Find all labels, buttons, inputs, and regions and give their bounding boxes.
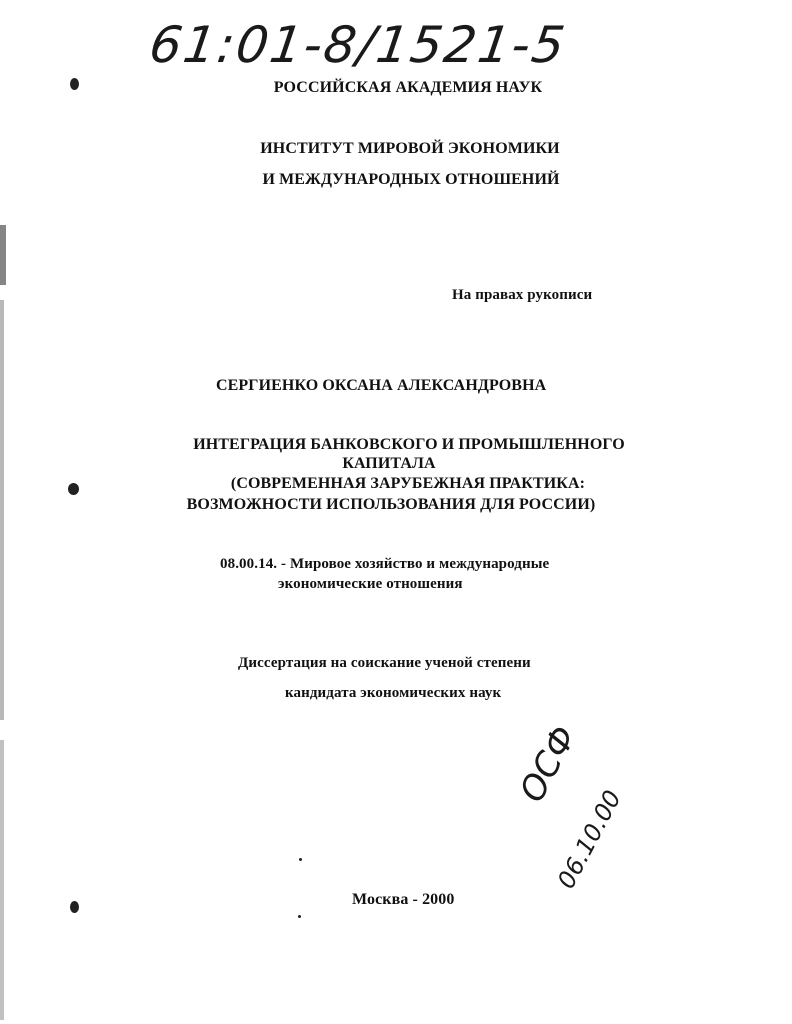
dust-speck: [298, 915, 301, 918]
dissertation-title-line-4: ВОЗМОЖНОСТИ ИСПОЛЬЗОВАНИЯ ДЛЯ РОССИИ): [186, 496, 596, 513]
dust-speck: [299, 858, 302, 861]
institute-line-2: И МЕЖДУНАРОДНЫХ ОТНОШЕНИЙ: [262, 171, 560, 188]
institute-line-1: ИНСТИТУТ МИРОВОЙ ЭКОНОМИКИ: [260, 140, 560, 157]
dissertation-title-line-3: (СОВРЕМЕННАЯ ЗАРУБЕЖНАЯ ПРАКТИКА:: [230, 475, 586, 492]
dissertation-title-line-2: КАПИТАЛА: [342, 455, 436, 472]
scan-edge-mark: [0, 225, 6, 285]
degree-line-1: Диссертация на соискание ученой степени: [238, 655, 531, 671]
author-name: СЕРГИЕНКО ОКСАНА АЛЕКСАНДРОВНА: [216, 377, 547, 394]
academy-name: РОССИЙСКАЯ АКАДЕМИЯ НАУК: [273, 79, 543, 96]
degree-line-2: кандидата экономических наук: [285, 685, 502, 701]
city-year: Москва - 2000: [352, 891, 455, 908]
stamp-line-2: 06.10.00: [552, 785, 627, 894]
binding-hole-mark: [70, 901, 79, 913]
handwritten-date: [552, 786, 627, 894]
scan-edge-mark: [0, 740, 4, 1020]
handwritten-stamp: [512, 720, 585, 809]
dissertation-title-line-1: ИНТЕГРАЦИЯ БАНКОВСКОГО И ПРОМЫШЛЕННОГО: [193, 436, 625, 453]
archive-number: 61:01-8/1521-5: [145, 16, 570, 74]
specialty-line-2: экономические отношения: [278, 576, 463, 592]
stamp-line-1: ОСФ: [512, 719, 585, 809]
manuscript-rights: На правах рукописи: [452, 287, 593, 303]
specialty-line-1: 08.00.14. - Мировое хозяйство и международные: [220, 556, 550, 572]
